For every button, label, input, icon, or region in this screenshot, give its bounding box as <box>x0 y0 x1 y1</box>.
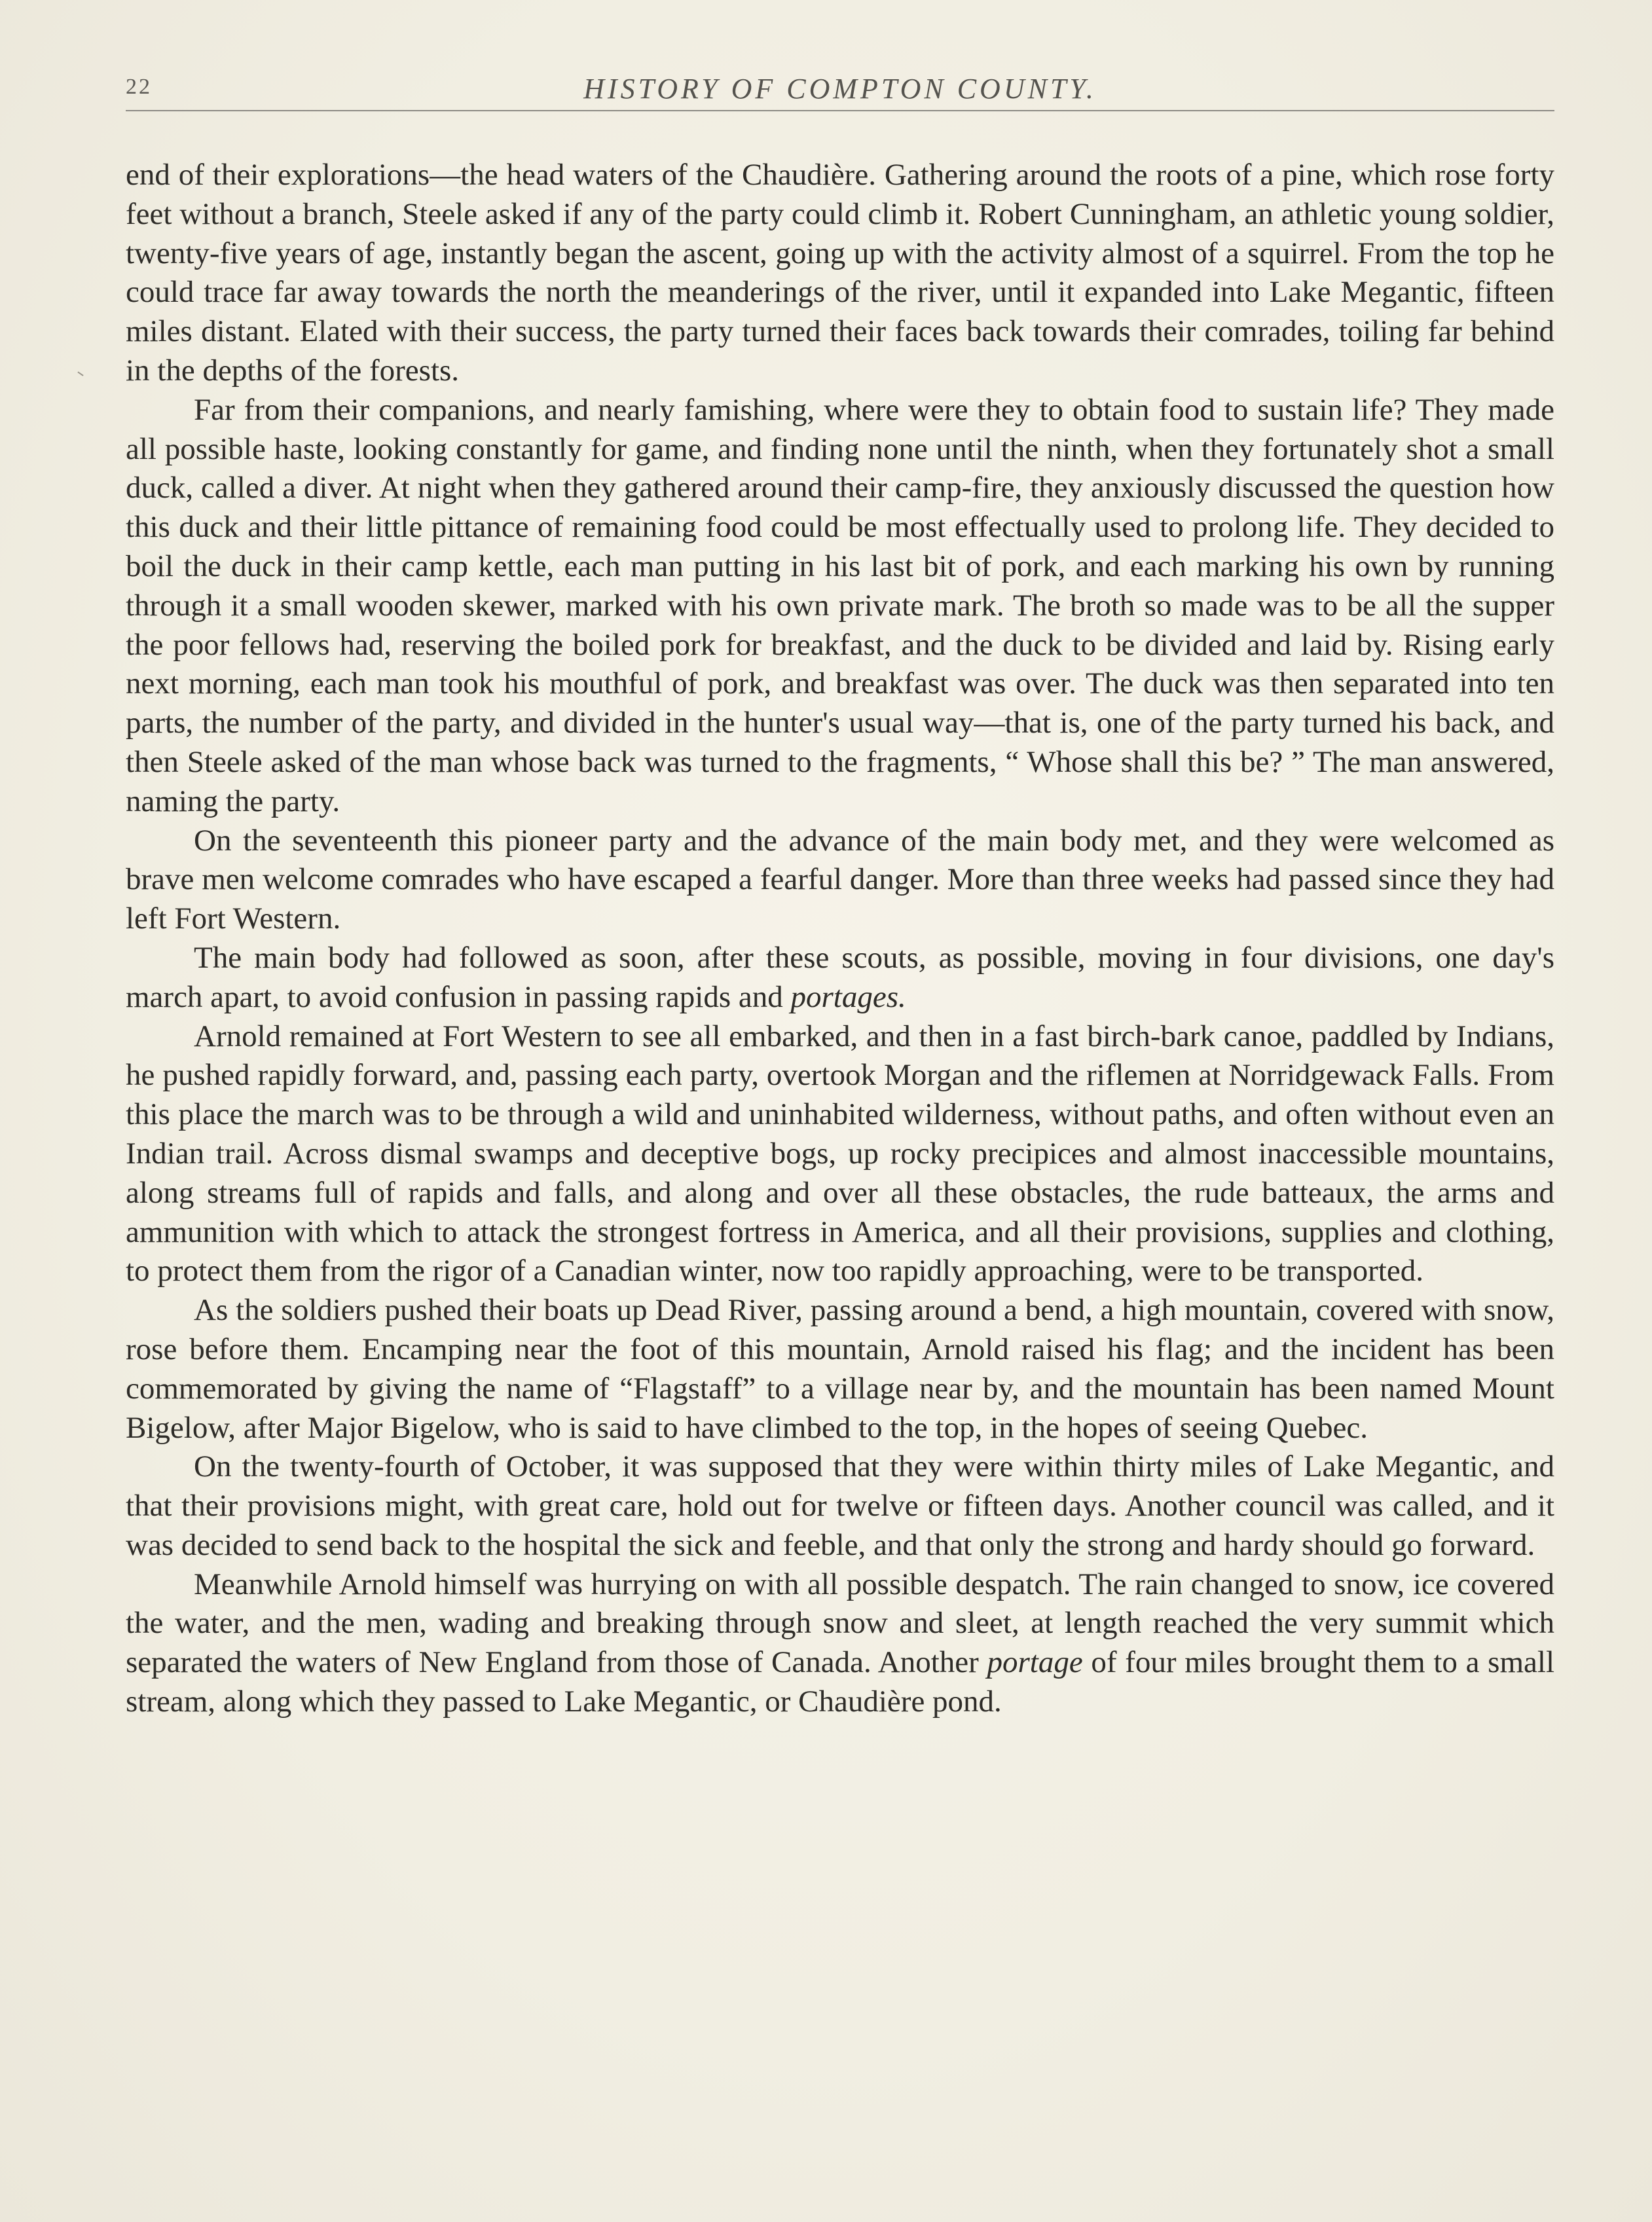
running-title: HISTORY OF COMPTON COUNTY. <box>583 73 1097 105</box>
page-number: 22 <box>126 75 152 99</box>
paragraph-1: end of their explorations—the head waters of the Chaudière. Gathering around the roots of a pine, which rose forty feet without a branch, Steele asked if any of the party could climb it. Robert Cunningham, an athletic young soldier, twenty-five years of age, instantly began the ascent, going up with the activity almost of a squirrel. From the top he could trace far away towards the north the meanderings of the river, until it expanded into Lake Megantic, fifteen miles distant. Elated with their success, the party turned their faces back towards their comrades, toiling far behind in the depths of the forests. <box>126 158 1554 388</box>
paragraph-8-italic: portage <box>987 1645 1083 1680</box>
paragraph-6: As the soldiers pushed their boats up Dead River, passing around a bend, a high mountain, covered with snow, rose before them. Encamping near the foot of this mountain, Arnold raised his flag; and the incident has been commemorated by giving the name of “Flagstaff” to a village near by, and the mountain has been named Mount Bigelow, after Major Bigelow, who is said to have climbed to the top, in the hopes of seeing Quebec. <box>126 1293 1554 1445</box>
paragraph-2: Far from their companions, and nearly famishing, where were they to obtain food to sustain life? They made all possible haste, looking constantly for game, and finding none until the ninth, when they fortunately shot a small duck, called a diver. At night when they gathered around their camp-fire, they anxiously discussed the question how this duck and their little pittance of remaining food could be most effectually used to prolong life. They decided to boil the duck in their camp kettle, each man putting in his last bit of pork, and each marking his own by running through it a small wooden skewer, marked with his own private mark. The broth so made was to be all the supper the poor fellows had, reserving the boiled pork for breakfast, and the duck to be divided and laid by. Rising early next morning, each man took his mouthful of pork, and breakfast was over. The duck was then separated into ten parts, the number of the party, and divided in the hunter's usual way—that is, one of the party turned his back, and then Steele asked of the man whose back was turned to the fragments, “ Whose shall this be? ” The man answered, naming the party. <box>126 392 1554 818</box>
paragraph-3: On the seventeenth this pioneer party and the advance of the main body met, and they were welcomed as brave men welcome comrades who have escaped a fearful danger. More than three weeks had passed since they had left Fort Western. <box>126 823 1554 936</box>
paragraph-8 <box>126 1565 1554 1722</box>
body-text <box>126 156 1554 1722</box>
margin-mark <box>77 371 83 376</box>
paragraph-5: Arnold remained at Fort Western to see all embarked, and then in a fast birch-bark canoe, paddled by Indians, he pushed rapidly forward, and, passing each party, overtook Morgan and the riflemen at Norridgewack Falls. From this place the march was to be through a wild and uninhabited wilderness, without paths, and often without even an Indian trail. Across dismal swamps and deceptive bogs, up rocky precipices and almost inaccessible mountains, along streams full of rapids and falls, and along and over all these obstacles, the rude batteaux, the arms and ammunition with which to attack the strongest fortress in America, and all their provisions, supplies and clothing, to protect them from the rigor of a Canadian winter, now too rapidly approaching, were to be transported. <box>126 1019 1554 1288</box>
paragraph-8-text-after: of four miles brought them to a small stream, along which they passed to Lake Megantic, or Chaudière pond. <box>126 1645 1554 1719</box>
paragraph-4-italic: portages. <box>790 979 906 1014</box>
paragraph-8-text: Meanwhile Arnold himself was hurrying on with all possible despatch. The rain changed to snow, ice covered the water, and the men, wading and breaking through snow and sleet, at length reached the very summit which separated the waters of New England from those of Canada. Another <box>126 1567 1554 1680</box>
paragraph-7: On the twenty-fourth of October, it was supposed that they were within thirty miles of Lake Megantic, and that their provisions might, with great care, hold out for twelve or fifteen days. Another council was called, and it was decided to send back to the hospital the sick and feeble, and that only the strong and hardy should go forward. <box>126 1449 1554 1562</box>
running-head <box>126 71 1554 111</box>
paragraph-4 <box>126 939 1554 1017</box>
paragraph-4-text: The main body had followed as soon, after these scouts, as possible, moving in four divisions, one day's march apart, to avoid confusion in passing rapids and <box>126 940 1554 1014</box>
